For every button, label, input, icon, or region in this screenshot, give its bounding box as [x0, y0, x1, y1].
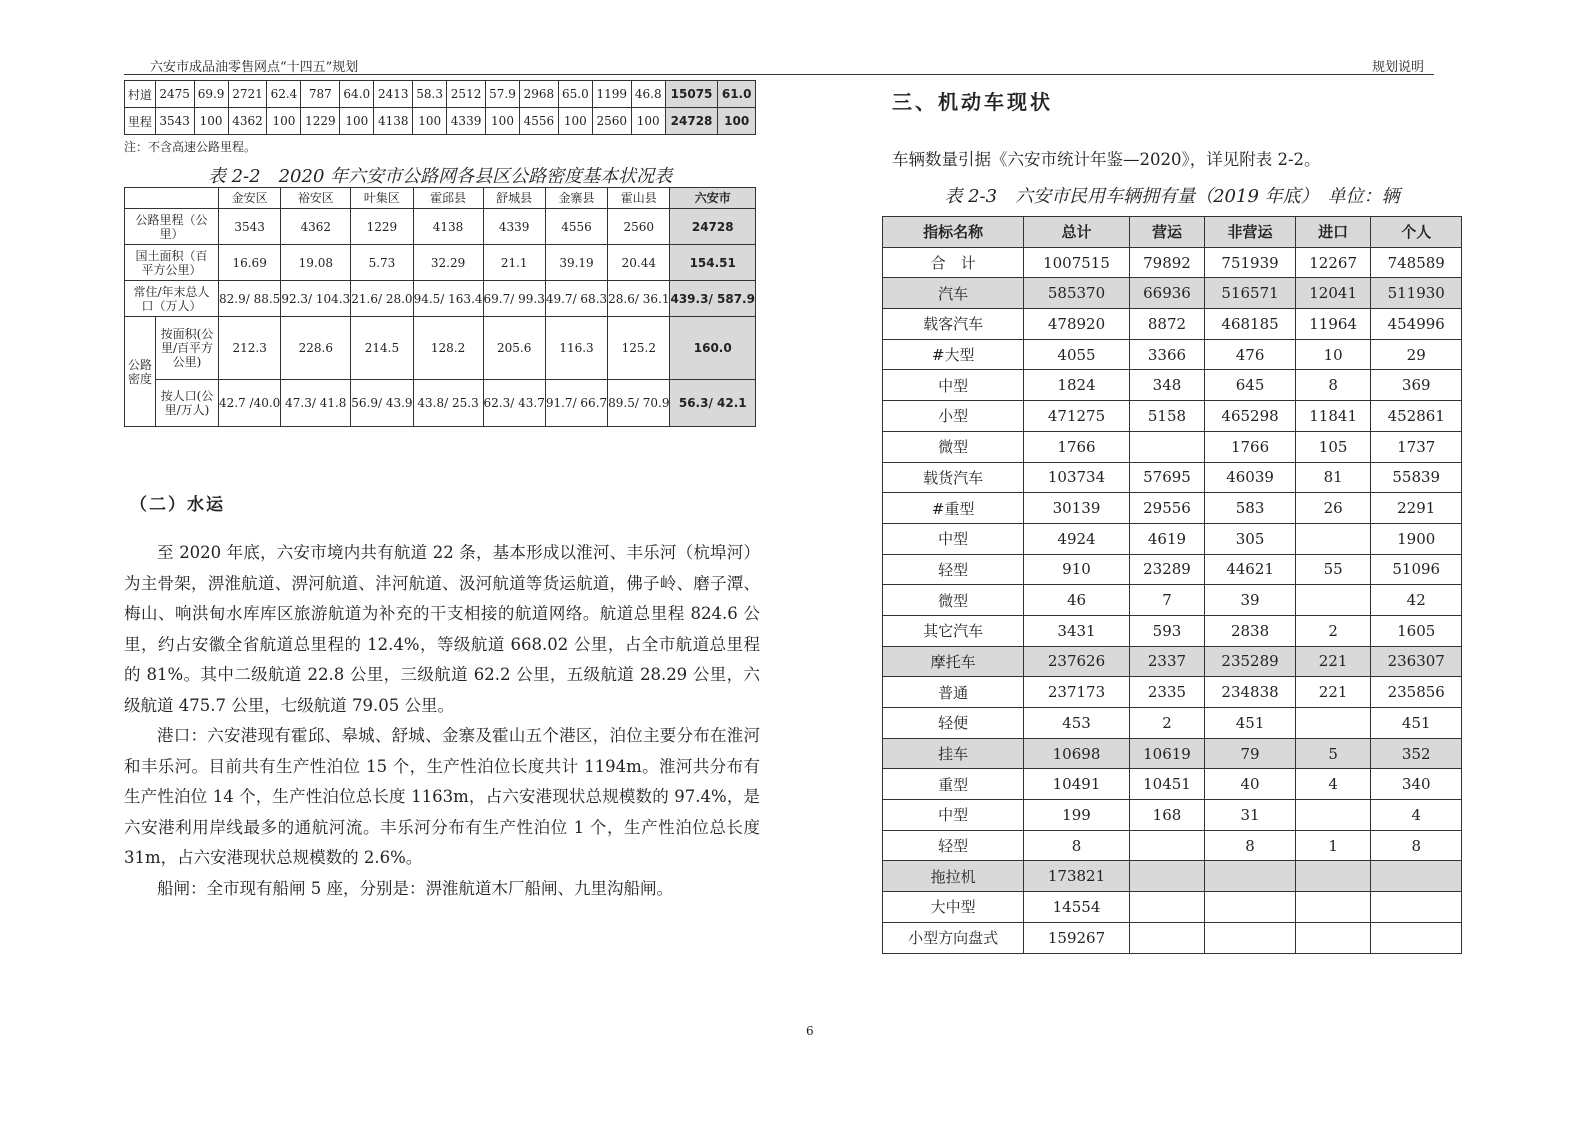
table-cell: 4339	[483, 209, 545, 245]
table-cell: 214.5	[351, 317, 413, 380]
table-cell: 453	[1024, 708, 1129, 739]
table-cell	[1295, 708, 1371, 739]
table-cell: 234838	[1205, 677, 1295, 708]
table-cell: 1007515	[1024, 247, 1129, 278]
column-header: 指标名称	[883, 217, 1024, 248]
table-cell: 56.3/ 42.1	[670, 380, 756, 427]
row-label: 摩托车	[883, 646, 1024, 677]
table-cell: 476	[1205, 339, 1295, 370]
table-cell: 43.8/ 25.3	[413, 380, 483, 427]
row-label: 小型方向盘式	[883, 922, 1024, 953]
row-label: 微型	[883, 585, 1024, 616]
row-label: 常住/年末总人口（万人）	[125, 281, 219, 317]
table-row	[883, 830, 1462, 861]
table-cell: 21.6/ 28.0	[351, 281, 413, 317]
table-cell: 30139	[1024, 493, 1129, 524]
table-cell: 55	[1295, 554, 1371, 585]
table-row	[883, 309, 1462, 340]
waterway-paragraph: 至 2020 年底，六安市境内共有航道 22 条，基本形成以淮河、丰乐河（杭埠河）为主骨架，淠淮航道、淠河航道、沣河航道、汲河航道等货运航道，佛子岭、磨子潭、梅山、响洪甸水库库区旅游航道为补充的干支相接的航道网络。航道总里程 824.6 公里，约占安徽全省航道总里程的 12.4%，等级航道 668.02 公里，占全市航道总里程的 81%。其中二级航道 22.8 公里，三级航道 62.2 公里，五级航道 28.29 公里，六级航道 475.7 公里，七级航道 79.05 公里。	[124, 543, 760, 715]
table-cell: 57.9	[485, 81, 519, 108]
table-cell: 228.6	[281, 317, 351, 380]
table-cell: 11841	[1295, 401, 1371, 432]
header-corner-cell	[125, 188, 219, 209]
table-cell: 235856	[1371, 677, 1462, 708]
column-header: 个人	[1371, 217, 1462, 248]
table-cell: 91.7/ 66.7	[545, 380, 607, 427]
table-cell: 125.2	[608, 317, 670, 380]
table-cell: 100	[340, 108, 374, 135]
table-cell: 100	[267, 108, 301, 135]
table-row	[125, 245, 756, 281]
table-row	[883, 554, 1462, 585]
waterway-body	[124, 538, 760, 904]
ship-lock-paragraph: 船闸：全市现有船闸 5 座，分别是：淠淮航道木厂船闸、九里沟船闸。	[157, 878, 673, 898]
table-cell: 593	[1129, 615, 1205, 646]
table-cell: 583	[1205, 493, 1295, 524]
table-cell: 103734	[1024, 462, 1129, 493]
table-cell: 24728	[670, 209, 756, 245]
table-cell: 29	[1371, 339, 1462, 370]
table-cell: 116.3	[545, 317, 607, 380]
table-cell: 26	[1295, 493, 1371, 524]
row-label: 其它汽车	[883, 615, 1024, 646]
row-label: 按面积(公里/百平方公里)	[156, 317, 219, 380]
table-cell: 23289	[1129, 554, 1205, 585]
header-divider	[124, 74, 1434, 75]
table-cell: 516571	[1205, 278, 1295, 309]
table-cell: 46	[1024, 585, 1129, 616]
table-cell: 3543	[155, 108, 194, 135]
density-group-label: 公路密度	[125, 317, 156, 427]
table-2-2-caption: 表 2-2 2020 年六安市公路网各县区公路密度基本状况表	[207, 166, 673, 187]
row-label: 村道	[125, 81, 156, 108]
page-header-section: 规划说明	[1372, 60, 1425, 75]
table-cell: 340	[1371, 769, 1462, 800]
table-cell: 910	[1024, 554, 1129, 585]
table-cell: 348	[1129, 370, 1205, 401]
row-label: 挂车	[883, 738, 1024, 769]
table-cell: 42	[1371, 585, 1462, 616]
table-row	[883, 247, 1462, 278]
table-cell: 51096	[1371, 554, 1462, 585]
table-header-row	[883, 217, 1462, 248]
table-cell: 19.08	[281, 245, 351, 281]
table-cell: 4	[1371, 800, 1462, 831]
row-label: 轻型	[883, 554, 1024, 585]
table-cell: 49.7/ 68.3	[545, 281, 607, 317]
table-row	[125, 380, 756, 427]
table-cell: 468185	[1205, 309, 1295, 340]
row-label: 合 计	[883, 247, 1024, 278]
table-cell: 128.2	[413, 317, 483, 380]
table-cell: 42.7 /40.0	[219, 380, 281, 427]
row-label: 里程	[125, 108, 156, 135]
vehicle-ownership-table	[882, 216, 1462, 954]
table-cell: 24728	[665, 108, 718, 135]
table-cell: 465298	[1205, 401, 1295, 432]
table-cell	[1371, 861, 1462, 892]
table-cell: 56.9/ 43.9	[351, 380, 413, 427]
row-label: 载货汽车	[883, 462, 1024, 493]
table-cell	[1295, 922, 1371, 953]
table-cell: 2337	[1129, 646, 1205, 677]
table-row	[125, 209, 756, 245]
table-row	[883, 339, 1462, 370]
table-cell: 221	[1295, 677, 1371, 708]
table-cell	[1129, 861, 1205, 892]
table-cell: 2721	[228, 81, 267, 108]
table-cell: 12267	[1295, 247, 1371, 278]
table-row	[883, 922, 1462, 953]
table-cell: 11964	[1295, 309, 1371, 340]
row-label: 轻便	[883, 708, 1024, 739]
table-row	[883, 892, 1462, 923]
table-cell: 221	[1295, 646, 1371, 677]
table-cell: 4619	[1129, 523, 1205, 554]
column-header: 叶集区	[351, 188, 413, 209]
table-cell: 4138	[374, 108, 413, 135]
table-header-row	[125, 188, 756, 209]
table-cell: 2413	[374, 81, 413, 108]
table-cell: 787	[301, 81, 340, 108]
table-cell: 159267	[1024, 922, 1129, 953]
table-cell: 10619	[1129, 738, 1205, 769]
table-cell: 69.9	[194, 81, 228, 108]
table-cell: 751939	[1205, 247, 1295, 278]
table-cell: 4362	[228, 108, 267, 135]
table-cell: 1	[1295, 830, 1371, 861]
table-cell: 100	[194, 108, 228, 135]
table-cell: 748589	[1371, 247, 1462, 278]
table-cell: 81	[1295, 462, 1371, 493]
table-cell: 8	[1295, 370, 1371, 401]
vehicle-intro: 车辆数量引据《六安市统计年鉴—2020》，详见附表 2-2。	[892, 150, 1321, 169]
table-cell	[1295, 892, 1371, 923]
table-cell: 62.4	[267, 81, 301, 108]
table-cell: 2968	[520, 81, 559, 108]
table-cell: 452861	[1371, 401, 1462, 432]
table-cell: 100	[558, 108, 592, 135]
table-cell: 10	[1295, 339, 1371, 370]
table-cell: 173821	[1024, 861, 1129, 892]
page-number: 6	[806, 1024, 814, 1038]
table-cell: 1229	[301, 108, 340, 135]
table-cell: 46039	[1205, 462, 1295, 493]
table-cell: 511930	[1371, 278, 1462, 309]
row-label: #大型	[883, 339, 1024, 370]
table-cell: 4055	[1024, 339, 1129, 370]
section-vehicle-title: 三、机动车现状	[892, 90, 1053, 114]
table-cell: 105	[1295, 431, 1371, 462]
table-cell: 4924	[1024, 523, 1129, 554]
table-cell: 62.3/ 43.7	[483, 380, 545, 427]
table-cell: 4339	[447, 108, 486, 135]
table-cell: 5.73	[351, 245, 413, 281]
table-cell: 478920	[1024, 309, 1129, 340]
table-cell: 44621	[1205, 554, 1295, 585]
table-cell: 79	[1205, 738, 1295, 769]
column-header: 金寨县	[545, 188, 607, 209]
table-row	[883, 585, 1462, 616]
table-cell: 451	[1371, 708, 1462, 739]
table-row	[883, 677, 1462, 708]
table-row	[883, 523, 1462, 554]
table-cell: 2335	[1129, 677, 1205, 708]
table-row	[883, 738, 1462, 769]
table-cell: 5158	[1129, 401, 1205, 432]
table-cell: 65.0	[558, 81, 592, 108]
row-label: 中型	[883, 370, 1024, 401]
table-row	[883, 370, 1462, 401]
table-cell	[1129, 431, 1205, 462]
table-cell: 100	[413, 108, 447, 135]
table-cell: 31	[1205, 800, 1295, 831]
table-cell: 154.51	[670, 245, 756, 281]
table-cell: 58.3	[413, 81, 447, 108]
table-cell	[1295, 585, 1371, 616]
table-cell: 10491	[1024, 769, 1129, 800]
table-cell: 454996	[1371, 309, 1462, 340]
table-row	[883, 401, 1462, 432]
table-cell: 2560	[592, 108, 631, 135]
table-cell: 29556	[1129, 493, 1205, 524]
table-cell: 2	[1129, 708, 1205, 739]
row-label: 重型	[883, 769, 1024, 800]
table-cell: 10451	[1129, 769, 1205, 800]
table-cell: 100	[718, 108, 756, 135]
table-cell: 20.44	[608, 245, 670, 281]
table-cell: 39.19	[545, 245, 607, 281]
table-cell: 8872	[1129, 309, 1205, 340]
table-cell: 2	[1295, 615, 1371, 646]
table-cell: 69.7/ 99.3	[483, 281, 545, 317]
table-row	[883, 462, 1462, 493]
table-cell: 1229	[351, 209, 413, 245]
table-cell: 2475	[155, 81, 194, 108]
table-cell: 8	[1371, 830, 1462, 861]
table-cell: 305	[1205, 523, 1295, 554]
table-cell	[1205, 922, 1295, 953]
table-cell: 2560	[608, 209, 670, 245]
table-cell: 1766	[1024, 431, 1129, 462]
table-cell: 64.0	[340, 81, 374, 108]
table-cell: 28.6/ 36.1	[608, 281, 670, 317]
table-cell: 199	[1024, 800, 1129, 831]
table-cell: 79892	[1129, 247, 1205, 278]
table-cell: 585370	[1024, 278, 1129, 309]
table-cell	[1371, 922, 1462, 953]
table-row	[883, 861, 1462, 892]
table-note: 注：不含高速公路里程。	[124, 140, 257, 154]
table-cell: 2512	[447, 81, 486, 108]
table-cell: 3431	[1024, 615, 1129, 646]
table-row	[883, 800, 1462, 831]
road-mileage-table-continued	[124, 80, 756, 135]
table-cell	[1295, 861, 1371, 892]
table-cell: 369	[1371, 370, 1462, 401]
table-cell: 82.9/ 88.5	[219, 281, 281, 317]
table-cell: 40	[1205, 769, 1295, 800]
table-cell: 4362	[281, 209, 351, 245]
table-cell: 1900	[1371, 523, 1462, 554]
row-label: 中型	[883, 800, 1024, 831]
table-cell: 4	[1295, 769, 1371, 800]
table-cell: 168	[1129, 800, 1205, 831]
table-row	[883, 431, 1462, 462]
table-cell: 1766	[1205, 431, 1295, 462]
page-header-title: 六安市成品油零售网点“十四五”规划	[150, 60, 359, 75]
table-cell: 94.5/ 163.4	[413, 281, 483, 317]
road-density-table	[124, 187, 756, 427]
table-cell: 10698	[1024, 738, 1129, 769]
column-header: 霍邱县	[413, 188, 483, 209]
table-cell: 57695	[1129, 462, 1205, 493]
column-header: 裕安区	[281, 188, 351, 209]
table-cell	[1295, 523, 1371, 554]
table-cell	[1205, 861, 1295, 892]
table-cell: 160.0	[670, 317, 756, 380]
table-2-3-caption: 表 2-3 六安市民用车辆拥有量（2019 年底） 单位：辆	[944, 186, 1400, 207]
table-cell: 3543	[219, 209, 281, 245]
table-cell	[1205, 892, 1295, 923]
table-cell	[1129, 892, 1205, 923]
table-cell	[1129, 922, 1205, 953]
table-cell: 645	[1205, 370, 1295, 401]
table-cell	[1295, 800, 1371, 831]
table-cell: 92.3/ 104.3	[281, 281, 351, 317]
table-row	[883, 769, 1462, 800]
table-cell: 8	[1205, 830, 1295, 861]
column-header: 舒城县	[483, 188, 545, 209]
row-label: #重型	[883, 493, 1024, 524]
table-cell: 235289	[1205, 646, 1295, 677]
table-row	[125, 317, 756, 380]
column-header: 非营运	[1205, 217, 1295, 248]
table-cell: 236307	[1371, 646, 1462, 677]
table-cell: 46.8	[631, 81, 665, 108]
table-cell: 3366	[1129, 339, 1205, 370]
table-cell: 15075	[665, 81, 718, 108]
table-cell: 205.6	[483, 317, 545, 380]
column-header: 进口	[1295, 217, 1371, 248]
column-header: 金安区	[219, 188, 281, 209]
table-cell: 61.0	[718, 81, 756, 108]
table-cell: 16.69	[219, 245, 281, 281]
column-header: 总计	[1024, 217, 1129, 248]
table-cell: 21.1	[483, 245, 545, 281]
table-cell: 55839	[1371, 462, 1462, 493]
table-cell: 32.29	[413, 245, 483, 281]
column-header: 营运	[1129, 217, 1205, 248]
table-row	[883, 708, 1462, 739]
table-row	[883, 493, 1462, 524]
table-row	[125, 108, 756, 135]
table-row	[125, 81, 756, 108]
table-row	[883, 278, 1462, 309]
row-label: 微型	[883, 431, 1024, 462]
column-header: 六安市	[670, 188, 756, 209]
row-label: 公路里程（公里）	[125, 209, 219, 245]
table-cell: 237173	[1024, 677, 1129, 708]
row-label: 按人口(公里/万人)	[156, 380, 219, 427]
table-cell: 1824	[1024, 370, 1129, 401]
table-cell	[1129, 830, 1205, 861]
table-cell: 1737	[1371, 431, 1462, 462]
table-cell: 100	[485, 108, 519, 135]
row-label: 国土面积（百平方公里）	[125, 245, 219, 281]
table-row	[125, 281, 756, 317]
table-cell: 66936	[1129, 278, 1205, 309]
row-label: 载客汽车	[883, 309, 1024, 340]
table-cell: 8	[1024, 830, 1129, 861]
table-cell: 212.3	[219, 317, 281, 380]
table-cell: 471275	[1024, 401, 1129, 432]
row-label: 中型	[883, 523, 1024, 554]
table-cell: 237626	[1024, 646, 1129, 677]
table-row	[883, 646, 1462, 677]
table-cell: 89.5/ 70.9	[608, 380, 670, 427]
section-waterway-title: （二）水运	[130, 495, 225, 515]
table-cell: 4138	[413, 209, 483, 245]
table-cell: 439.3/ 587.9	[670, 281, 756, 317]
row-label: 拖拉机	[883, 861, 1024, 892]
row-label: 大中型	[883, 892, 1024, 923]
table-cell: 5	[1295, 738, 1371, 769]
table-cell: 1199	[592, 81, 631, 108]
table-cell: 4556	[520, 108, 559, 135]
row-label: 轻型	[883, 830, 1024, 861]
table-cell: 451	[1205, 708, 1295, 739]
port-paragraph: 港口：六安港现有霍邱、皋城、舒城、金寨及霍山五个港区，泊位主要分布在淮河和丰乐河。目前共有生产性泊位 15 个，生产性泊位长度共计 1194m。淮河共分布有生产性泊位 14 个，生产性泊位总长度 1163m，占六安港现状总规模数的 97.4%，是六安港利用岸线最多的通航河流。丰乐河分布有生产性泊位 1 个，生产性泊位总长度 31m，占六安港现状总规模数的 2.6%。	[124, 726, 760, 867]
table-cell: 352	[1371, 738, 1462, 769]
column-header: 霍山县	[608, 188, 670, 209]
table-cell: 7	[1129, 585, 1205, 616]
table-cell: 4556	[545, 209, 607, 245]
row-label: 汽车	[883, 278, 1024, 309]
table-row	[883, 615, 1462, 646]
row-label: 小型	[883, 401, 1024, 432]
table-cell: 39	[1205, 585, 1295, 616]
table-cell: 14554	[1024, 892, 1129, 923]
table-cell: 12041	[1295, 278, 1371, 309]
row-label: 普通	[883, 677, 1024, 708]
table-cell: 47.3/ 41.8	[281, 380, 351, 427]
table-cell: 1605	[1371, 615, 1462, 646]
table-cell: 2291	[1371, 493, 1462, 524]
table-cell: 2838	[1205, 615, 1295, 646]
table-cell	[1371, 892, 1462, 923]
table-cell: 100	[631, 108, 665, 135]
